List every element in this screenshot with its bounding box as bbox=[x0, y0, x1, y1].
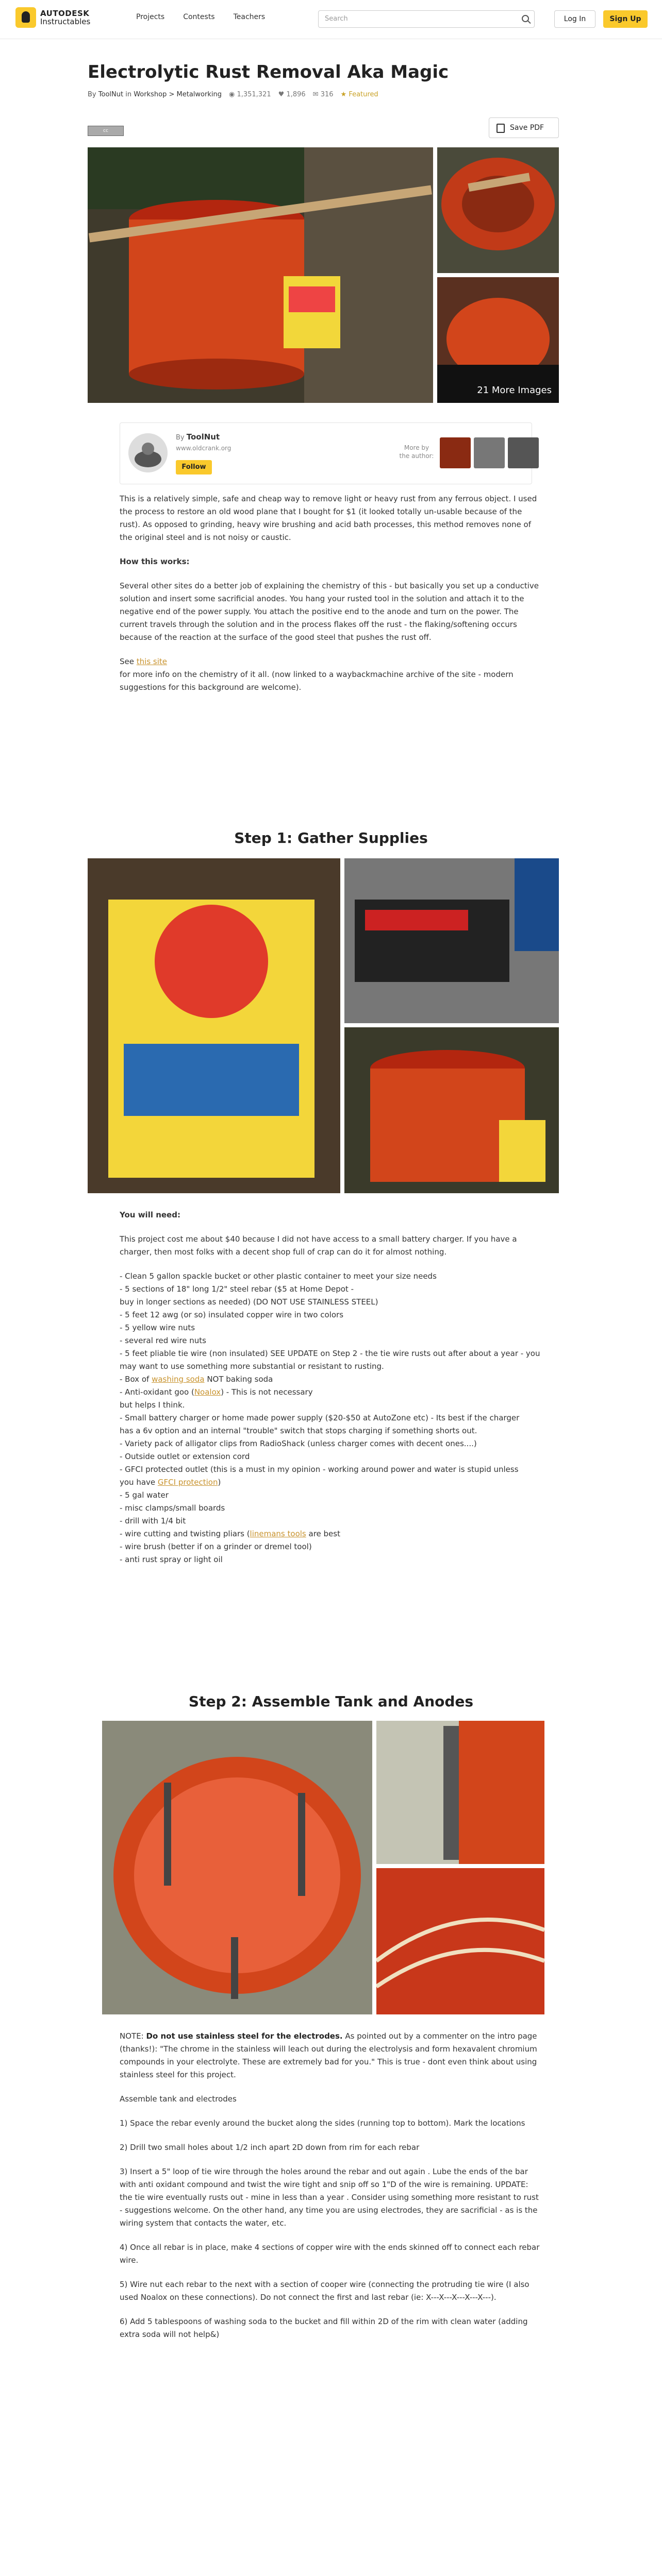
step-1-photo-main[interactable] bbox=[88, 858, 340, 1193]
more-by-thumb-1[interactable] bbox=[440, 437, 471, 468]
signup-button[interactable]: Sign Up bbox=[603, 10, 648, 28]
favorites-icon: ♥ bbox=[278, 91, 285, 98]
step-1-photo-bucket[interactable] bbox=[344, 1027, 559, 1193]
more-images-label[interactable]: 21 More Images bbox=[477, 385, 552, 396]
linemans-tools-link[interactable]: linemans tools bbox=[250, 1529, 306, 1538]
favorites-count: 1,896 bbox=[286, 91, 306, 98]
you-will-need-heading: You will need: bbox=[120, 1210, 180, 1219]
see-label: See bbox=[120, 657, 134, 666]
washing-soda-link[interactable]: washing soda bbox=[152, 1375, 205, 1384]
step-1-title: Step 1: Gather Supplies bbox=[234, 829, 428, 846]
step-2-photo-wiring[interactable] bbox=[376, 1868, 544, 2014]
washing-soda-box-graphic bbox=[88, 858, 340, 1193]
bucket-closeup-photo-graphic bbox=[437, 277, 559, 403]
author-website[interactable]: www.oldcrank.org bbox=[176, 445, 231, 452]
top-navigation-bar bbox=[0, 0, 662, 39]
supply-list bbox=[120, 1270, 542, 1566]
author-card bbox=[120, 422, 532, 484]
step-2-photo-rebar[interactable] bbox=[376, 1721, 544, 1864]
step-2-instruction-2: 2) Drill two small holes about 1/2 inch apart 2D down from rim for each rebar bbox=[120, 2143, 420, 2152]
list-item: has a 6v option and an internal "trouble" switch that stops charging if something shorts out. bbox=[120, 1426, 477, 1435]
intro-main-photo[interactable] bbox=[88, 147, 433, 403]
battery-charger-graphic bbox=[344, 858, 559, 1023]
intro-paragraph-1: This is a relatively simple, safe and cheap way to remove light or heavy rust from any ferrous object. I used the process to restore an old wood plane that I bought for $1 (it looked totally un-usable because of the rust). As opposed to grinding, heavy wire brushing and acid bath processes, this method removes none of the original steel and is not noisy or caustic. bbox=[120, 494, 537, 542]
stainless-warning: NOTE: Do not use stainless steel for the electrodes. As pointed out by a commenter on the intro page (thanks!): "The chrome in the stainless will leach out during the electrolysis and form hexavalent chromium compounds in your electrolyte. These are extremely bad for you." This is true - dont even think about using stainless steel for this project. bbox=[120, 2031, 537, 2079]
more-by-thumb-2[interactable] bbox=[474, 437, 505, 468]
bucket-with-rebar-graphic bbox=[102, 1721, 372, 2014]
login-button[interactable]: Log In bbox=[554, 10, 595, 28]
noalox-link[interactable]: Noalox bbox=[194, 1387, 221, 1397]
follow-button[interactable]: Follow bbox=[176, 460, 212, 474]
list-item: - Clean 5 gallon spackle bucket or other plastic container to meet your size needs bbox=[120, 1272, 437, 1281]
list-item: - wire brush (better if on a grinder or dremel tool) bbox=[120, 1542, 312, 1551]
project-meta bbox=[88, 91, 378, 98]
author-avatar[interactable] bbox=[128, 433, 168, 472]
step-2-title: Step 2: Assemble Tank and Anodes bbox=[188, 1693, 474, 1710]
intro-paragraph-3: for more info on the chemistry of it all. (now linked to a waybackmachine archive of the site - modern suggestions for this background are welcome). bbox=[120, 670, 514, 692]
list-item: buy in longer sections as needed) (DO NOT USE STAINLESS STEEL) bbox=[120, 1297, 378, 1307]
main-nav bbox=[136, 13, 265, 21]
step-2-photo-main[interactable] bbox=[102, 1721, 372, 2014]
step-2-instruction-4: 4) Once all rebar is in place, make 4 sections of copper wire with the ends skinned off to connect each rebar wire. bbox=[120, 2243, 540, 2265]
author-by-label: By bbox=[176, 434, 185, 442]
bucket-with-soda-graphic bbox=[344, 1027, 559, 1193]
logo-line-autodesk: AUTODESK bbox=[40, 9, 90, 18]
instructables-logo[interactable] bbox=[15, 7, 90, 28]
list-item: - anti rust spray or light oil bbox=[120, 1555, 223, 1564]
list-item: - misc clamps/small boards bbox=[120, 1503, 225, 1513]
featured-label: Featured bbox=[349, 91, 378, 98]
list-item: - 5 yellow wire nuts bbox=[120, 1323, 195, 1332]
assemble-heading: Assemble tank and electrodes bbox=[120, 2094, 237, 2104]
robot-logo-icon bbox=[15, 7, 36, 28]
how-it-works-heading: How this works: bbox=[120, 557, 190, 566]
search-input[interactable] bbox=[318, 10, 535, 28]
nav-teachers[interactable]: Teachers bbox=[233, 13, 266, 21]
author-name[interactable]: ToolNut bbox=[186, 432, 220, 442]
page-title: Electrolytic Rust Removal Aka Magic bbox=[88, 62, 449, 82]
avatar-graphic bbox=[128, 433, 168, 472]
license-badge[interactable]: cc bbox=[88, 126, 124, 136]
step-2-instruction-1: 1) Space the rebar evenly around the bucket along the sides (running top to bottom). Mark the locations bbox=[120, 2119, 525, 2128]
list-item: - drill with 1/4 bit bbox=[120, 1516, 186, 1526]
wiring-closeup-graphic bbox=[376, 1868, 544, 2014]
bucket-photo-graphic bbox=[88, 147, 433, 403]
cost-paragraph: This project cost me about $40 because I did not have access to a small battery charger. If you have a charger, then most folks with a decent shop full of crap can do it for almost nothing. bbox=[120, 1234, 517, 1257]
list-item: - Variety pack of alligator clips from RadioShack (unless charger comes with decent ones....) bbox=[120, 1439, 477, 1448]
views-count: 1,351,321 bbox=[237, 91, 271, 98]
search-icon[interactable] bbox=[522, 15, 529, 22]
save-pdf-label: Save PDF bbox=[510, 124, 544, 132]
step-2-instruction-6: 6) Add 5 tablespoons of washing soda to the bucket and fill within 2D of the rim with clean water (adding extra soda will not help&) bbox=[120, 2317, 528, 2339]
list-item: - 5 feet pliable tie wire (non insulated) SEE UPDATE on Step 2 - the tie wire rusts out after about a year - you may want to use something more substantial or resistant to rusting. bbox=[120, 1349, 540, 1371]
intro-side-photo-1[interactable] bbox=[437, 147, 559, 273]
comments-icon: ✉ bbox=[312, 91, 319, 98]
list-item: - Box of washing soda NOT baking soda bbox=[120, 1375, 273, 1384]
step-2-instruction-3: 3) Insert a 5" loop of tie wire through the holes around the rebar and out again . Lube the ends of the bar with anti oxidant compound and twist the wire tight and snip off so 1"D of the wire is remaining. UPDATE: the tie wire eventually rusts out - mine in less than a year . Consider using something more resistant to rust - suggestions welcome. On the other hand, any time you are using electrodes, they are sacrificial - as is the wiring system that contacts the water, etc. bbox=[120, 2167, 539, 2228]
list-item: - wire cutting and twisting pliars (linemans tools are best bbox=[120, 1529, 340, 1538]
step-1-photo-charger[interactable] bbox=[344, 858, 559, 1023]
gfci-protection-link[interactable]: GFCI protection bbox=[157, 1478, 218, 1487]
search-placeholder: Search bbox=[325, 15, 348, 23]
pdf-icon bbox=[496, 124, 505, 133]
list-item: you have GFCI protection) bbox=[120, 1478, 221, 1487]
list-item: - 5 feet 12 awg (or so) insulated copper wire in two colors bbox=[120, 1310, 344, 1319]
step-2-text bbox=[120, 2030, 542, 2341]
list-item: - GFCI protected outlet (this is a must in my opinion - working around power and water is stupid unless bbox=[120, 1465, 519, 1474]
in-label: in bbox=[125, 91, 132, 98]
list-item: but helps I think. bbox=[120, 1400, 185, 1410]
author-link[interactable]: ToolNut bbox=[98, 91, 124, 98]
list-item: - 5 sections of 18" long 1/2" steel rebar ($5 at Home Depot - bbox=[120, 1284, 354, 1294]
rebar-closeup-graphic bbox=[376, 1721, 544, 1864]
nav-projects[interactable]: Projects bbox=[136, 13, 165, 21]
comments-count[interactable]: 316 bbox=[320, 91, 334, 98]
step-2-instruction-5: 5) Wire nut each rebar to the next with a section of cooper wire (connecting the protruding tie wire (I also used Noalox on these connections). Do not connect the first and last rebar (ie: X---X---X---X---X---). bbox=[120, 2280, 529, 2302]
list-item: - Small battery charger or home made power supply ($20-$50 at AutoZone etc) - Its best if the charger bbox=[120, 1413, 520, 1422]
list-item: - 5 gal water bbox=[120, 1490, 169, 1500]
views-icon: ◉ bbox=[228, 91, 235, 98]
list-item: - Anti-oxidant goo (Noalox) - This is not necessary bbox=[120, 1387, 313, 1397]
more-by-thumb-3[interactable] bbox=[508, 437, 539, 468]
step-1-text bbox=[120, 1209, 542, 1566]
intro-text bbox=[120, 493, 542, 694]
list-item: - several red wire nuts bbox=[120, 1336, 206, 1345]
featured-icon: ★ bbox=[340, 91, 347, 98]
nav-contests[interactable]: Contests bbox=[183, 13, 215, 21]
more-by-author-label: More by the author: bbox=[399, 444, 434, 460]
logo-line-instructables: Instructables bbox=[40, 17, 91, 26]
intro-side-photo-2[interactable] bbox=[437, 277, 559, 403]
intro-paragraph-2: Several other sites do a better job of explaining the chemistry of this - but basically you set up a conductive solution and insert some sacrificial anodes. You hang your rusted tool in the solution and attach it to the negative end of the power supply. You attach the positive end to the anode and turn on the power. The current travels through the solution and in the process flakes off the rust - the flaking/softening occurs because of the reaction at the surface of the good steel that pushes the rust off. bbox=[120, 581, 539, 642]
category-breadcrumb[interactable]: Workshop > Metalworking bbox=[134, 91, 222, 98]
save-pdf-button[interactable] bbox=[489, 117, 559, 138]
list-item: - Outside outlet or extension cord bbox=[120, 1452, 250, 1461]
by-label: By bbox=[88, 91, 96, 98]
rusty-part-photo-graphic bbox=[437, 147, 559, 273]
this-site-link[interactable]: this site bbox=[136, 657, 167, 666]
